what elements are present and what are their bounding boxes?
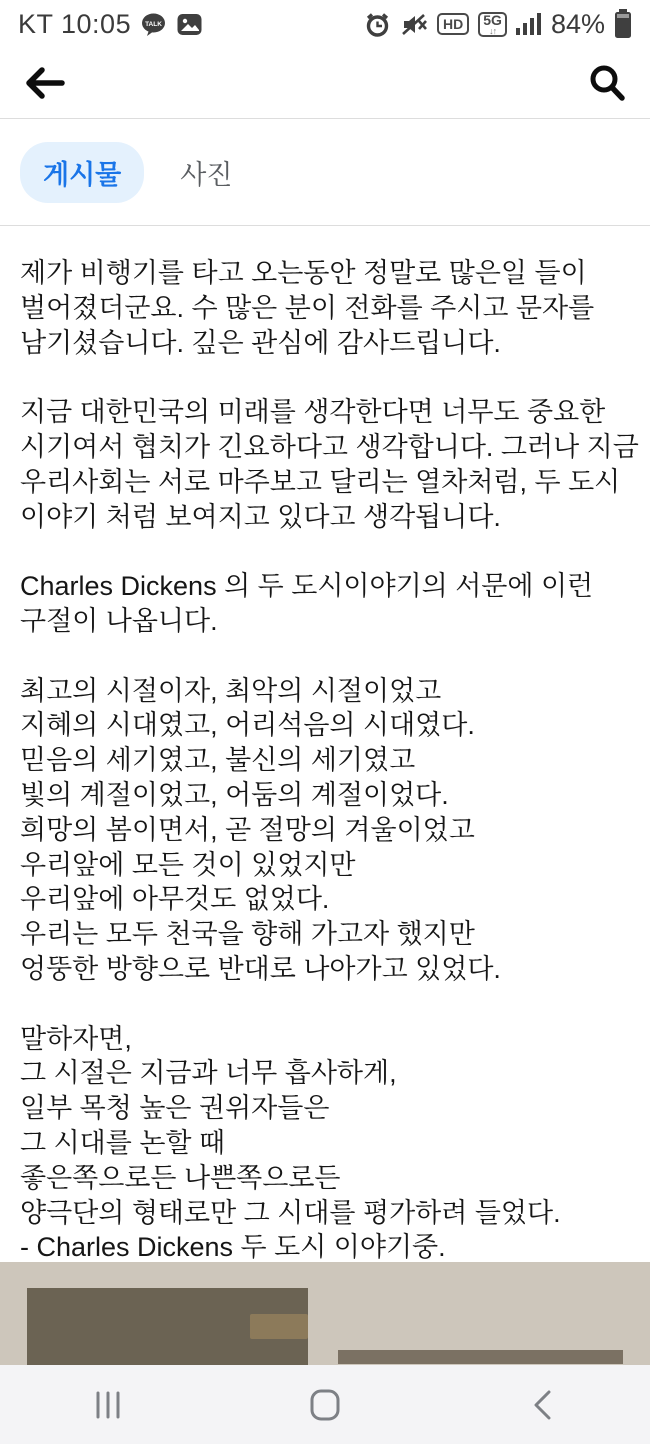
status-bar <box>0 0 650 48</box>
back-arrow-icon[interactable] <box>24 65 66 101</box>
kakaotalk-notification-icon <box>140 11 167 38</box>
app-bar <box>0 48 650 118</box>
alarm-icon <box>364 11 391 38</box>
system-nav-bar <box>0 1365 650 1444</box>
hd-badge: HD <box>437 13 469 35</box>
gallery-notification-icon <box>176 11 203 38</box>
post-paragraph: 최고의 시절이자, 최악의 시절이었고 지혜의 시대였고, 어리석음의 시대였다. 믿음의 세기였고, 불신의 세기였고 빛의 계절이었고, 어둠의 계절이었다. 희망의 봄이면서, 곧 절망의 겨울이었고 우리앞에 모든 것이 있었지만 우리앞에 아무것도 없었다. 우리는 모두 천국을 향해 가고자 했지만 엉뚱한 방향으로 반대로 나아가고 있었다. <box>20 675 501 984</box>
battery-percent-label: 84% <box>550 8 605 39</box>
home-button[interactable] <box>217 1388 434 1422</box>
photo-light-patch <box>250 1314 308 1339</box>
svg-text:TALK: TALK <box>145 20 163 28</box>
post-paragraph: 지금 대한민국의 미래를 생각한다면 너무도 중요한 시기여서 협치가 긴요하다고 생각합니다. 그러나 지금 우리사회는 서로 마주보고 달리는 열차처럼, 두 도시 이야기 처럼 보여지고 있다고 생각됩니다. <box>20 397 639 532</box>
carrier-time-label: KT 10:05 <box>18 8 132 39</box>
back-button[interactable] <box>433 1389 650 1421</box>
attached-photo[interactable] <box>0 1262 650 1365</box>
post-paragraph: Charles Dickens 의 두 도시이야기의 서문에 이런 구절이 나옵니다. <box>20 571 594 636</box>
battery-icon <box>614 9 632 39</box>
tab-photos[interactable]: 사진 <box>180 159 233 190</box>
post-body <box>0 226 650 1262</box>
post-paragraph: 제가 비행기를 타고 오는동안 정말로 많은일 들이 벌어졌더군요. 수 많은 분이 전화를 주시고 문자를 남기셨습니다. 깊은 관심에 감사드립니다. <box>20 258 595 358</box>
tab-bar <box>0 119 650 225</box>
network-5g-badge: 5G ↓↑ <box>478 12 507 37</box>
tab-posts[interactable]: 게시물 <box>20 142 144 203</box>
search-icon[interactable] <box>588 64 626 102</box>
mute-icon <box>400 11 428 38</box>
recents-button[interactable] <box>0 1390 217 1420</box>
photo-shelf-bar <box>338 1350 623 1364</box>
post-paragraph: 말하자면, 그 시절은 지금과 너무 흡사하게, 일부 목청 높은 권위자들은 그 시대를 논할 때 좋은쪽으로든 나쁜쪽으로든 양극단의 형태로만 그 시대를 평가하려 들었다. - Charles Dickens 두 도시 이야기중. <box>20 1023 561 1262</box>
signal-icon <box>516 12 542 36</box>
